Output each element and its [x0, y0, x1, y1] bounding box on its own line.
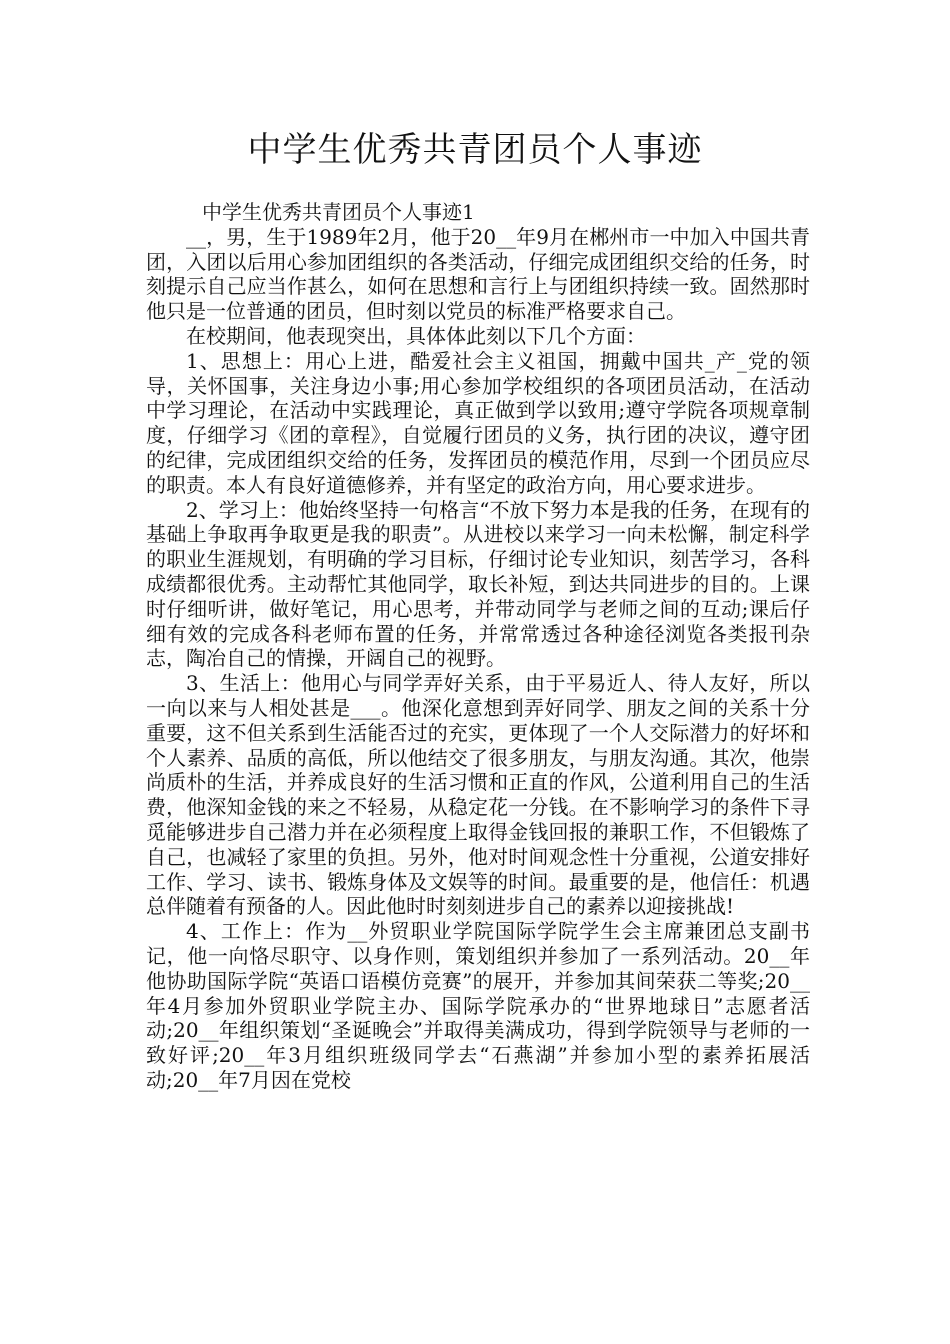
document-title: 中学生优秀共青团员个人事迹	[247, 130, 703, 170]
paragraph-study: 2、学习上：他始终坚持一句格言“不放下努力本是我的任务，在现有的基础上争取再争取更是我的职责”。从进校以来学习一向未松懈，制定科学的职业生涯规划，有明确的学习目标，仔细讨论专业知识，刻苦学习，各科成绩都很优秀。主动帮忙其他同学，取长补短，到达共同进步的目的。上课时仔细听讲，做好笔记，用心思考，并带动同学与老师之间的互动;课后仔细有效的完成各科老师布置的任务，并常常透过各种途径浏览各类报刊杂志，陶冶自己的情操，开阔自己的视野。	[146, 497, 810, 671]
paragraph-ideology: 1、思想上：用心上进，酷爱社会主义祖国，拥戴中国共_产_党的领导，关怀国事，关注身边小事;用心参加学校组织的各项团员活动，在活动中学习理论，在活动中实践理论，真正做到学以致用;遵守学院各项规章制度，仔细学习《团的章程》，自觉履行团员的义务，执行团的决议，遵守团的纪律，完成团组织交给的任务，发挥团员的模范作用，尽到一个团员应尽的职责。本人有良好道德修养，并有坚定的政治方向，用心要求进步。	[146, 348, 810, 497]
paragraph-life: 3、生活上：他用心与同学弄好关系，由于平易近人、待人友好，所以一向以来与人相处甚是___。他深化意想到弄好同学、朋友之间的关系十分重要，这不但关系到生活能否过的充实，更体现了一个人交际潜力的好坏和个人素养、品质的高低，所以他结交了很多朋友，与朋友沟通。其次，他崇尚质朴的生活，并养成良好的生活习惯和正直的作风，公道利用自己的生活费，他深知金钱的来之不轻易，从稳定花一分钱。在不影响学习的条件下寻觅能够进步自己潜力并在必须程度上取得金钱回报的兼职工作，不但锻炼了自己，也减轻了家里的负担。另外，他对时间观念性十分重视，公道安排好工作、学习、读书、锻炼身体及文娱等的时间。最重要的是，他信任：机遇总伴随着有预备的人。因此他时时刻刻进步自己的素养以迎接挑战!	[146, 671, 810, 919]
paragraph-intro: __，男，生于1989年2月，他于20__年9月在郴州市一中加入中国共青团，入团以后用心参加团组织的各类活动，仔细完成团组织交给的任务，时刻提示自己应当作甚么，如何在思想和言行上与团组织持续一致。固然那时他只是一位普通的团员，但时刻以党员的标准严格要求自己。	[146, 224, 810, 324]
paragraph-overview: 在校期间，他表现突出，具体体此刻以下几个方面：	[186, 323, 646, 348]
paragraph-subtitle: 中学生优秀共青团员个人事迹1	[202, 200, 475, 224]
document-body	[146, 200, 810, 1093]
paragraph-work: 4、工作上：作为__外贸职业学院国际学院学生会主席兼团总支副书记，他一向恪尽职守、以身作则，策划组织并参加了一系列活动。20__年他协助国际学院“英语口语模仿竞赛”的展开，并参加其间荣获二等奖;20__年4月参加外贸职业学院主办、国际学院承办的“世界地球日”志愿者活动;20__年组织策划“圣诞晚会”并取得美满成功，得到学院领导与老师的一致好评;20__年3月组织班级同学去“石燕湖”并参加小型的素养拓展活动;20__年7月因在党校	[146, 919, 810, 1092]
